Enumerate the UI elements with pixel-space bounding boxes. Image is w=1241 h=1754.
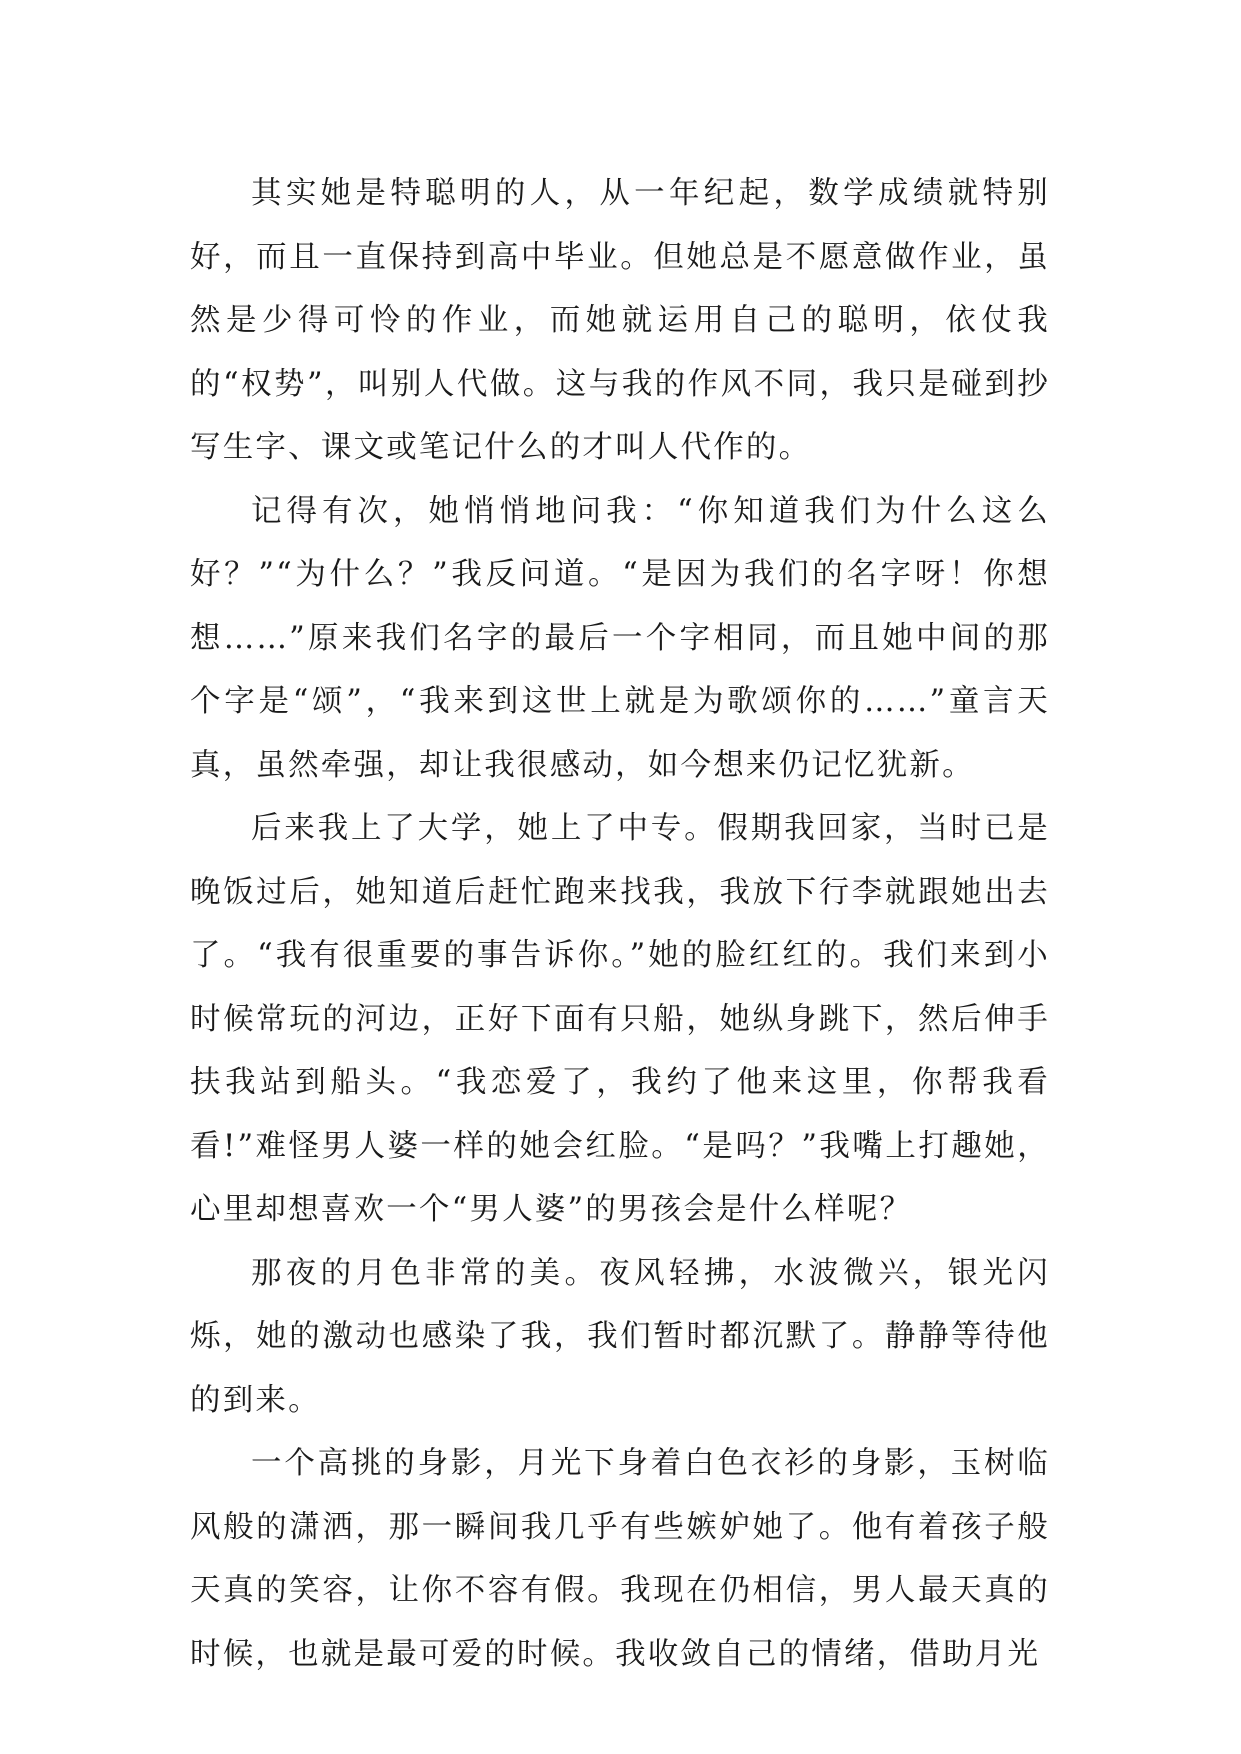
paragraph-2: 记得有次，她悄悄地问我：“你知道我们为什么这么好？”“为什么？”我反问道。“是因为我们的名字呀！你想想……”原来我们名字的最后一个字相同，而且她中间的那个字是“颂”，“我来到这世上就是为歌颂你的……”童言天真，虽然牵强，却让我很感动，如今想来仍记忆犹新。 [190, 493, 1050, 783]
paragraph-3: 后来我上了大学，她上了中专。假期我回家，当时已是晚饭过后，她知道后赶忙跑来找我，我放下行李就跟她出去了。“我有很重要的事告诉你。”她的脸红红的。我们来到小时候常玩的河边，正好下面有只船，她纵身跳下，然后伸手扶我站到船头。“我恋爱了，我约了他来这里，你帮我看看!”难怪男人婆一样的她会红脸。“是吗？”我嘴上打趣她，心里却想喜欢一个“男人婆”的男孩会是什么样呢？ [190, 811, 1050, 1227]
paragraph-5: 一个高挑的身影，月光下身着白色衣衫的身影，玉树临风般的潇洒，那一瞬间我几乎有些嫉妒她了。他有着孩子般天真的笑容，让你不容有假。我现在仍相信，男人最天真的时候，也就是最可爱的时候。我收敛自己的情绪，借助月光 [190, 1446, 1050, 1672]
paragraph-1: 其实她是特聪明的人，从一年纪起，数学成绩就特别好，而且一直保持到高中毕业。但她总是不愿意做作业，虽然是少得可怜的作业，而她就运用自己的聪明，依仗我的“权势”，叫别人代做。这与我的作风不同，我只是碰到抄写生字、课文或笔记什么的才叫人代作的。 [190, 176, 1050, 465]
article-body [190, 162, 1050, 1686]
paragraph-4: 那夜的月色非常的美。夜风轻拂，水波微兴，银光闪烁，她的激动也感染了我，我们暂时都沉默了。静静等待他的到来。 [190, 1255, 1050, 1418]
